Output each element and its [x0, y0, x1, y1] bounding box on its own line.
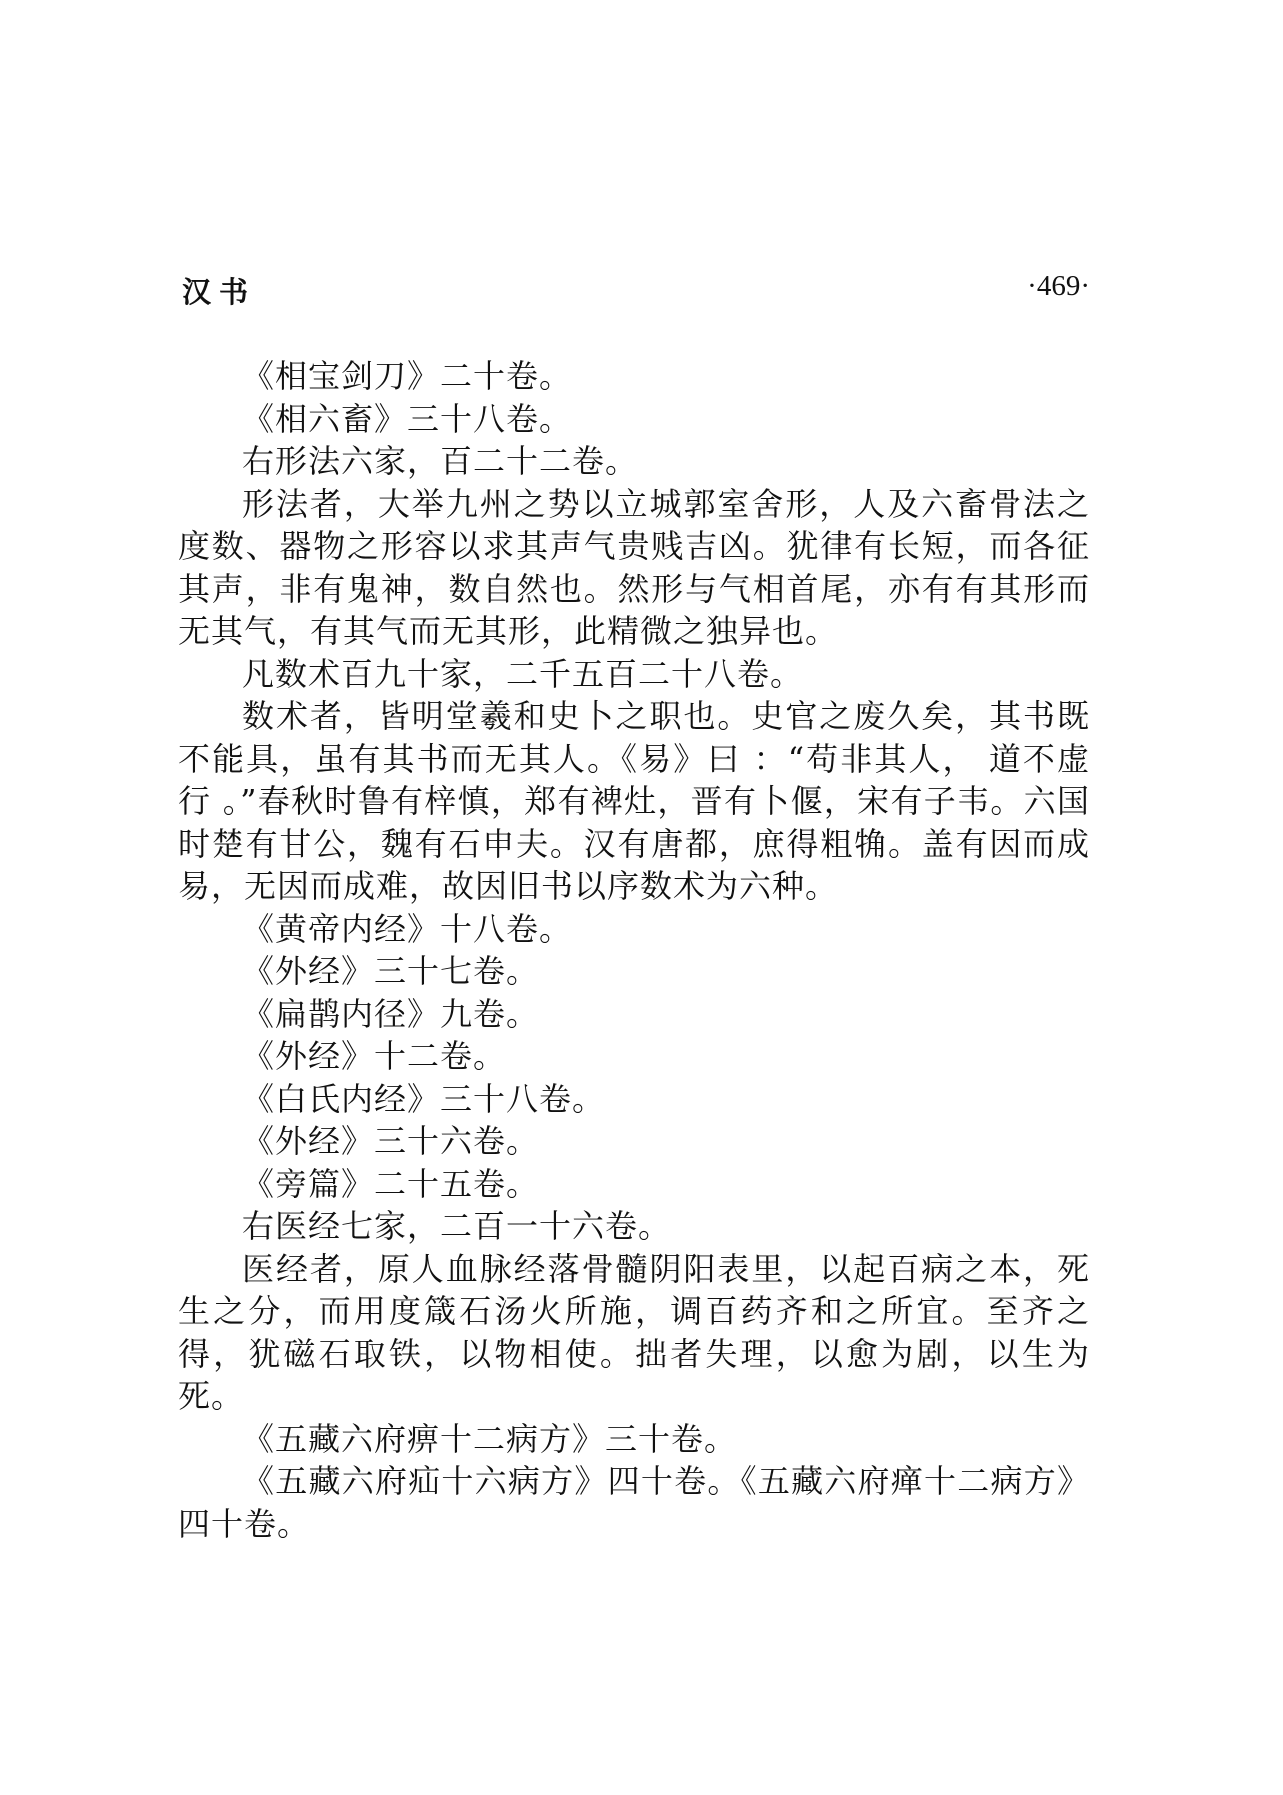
- body-text: [178, 355, 1090, 1545]
- page-number: ·469·: [1027, 270, 1090, 302]
- paragraph-section-summary: 右医经七家，二百一十六卷。: [242, 1207, 672, 1245]
- paragraph-commentary: 形法者，大举九州之势以立城郭室舍形，人及六畜骨法之度数、器物之形容以求其声气贵贱吉凶。犹律有长短，而各征其声，非有鬼神，数自然也。然形与气相首尾，亦有有其形而无其气，有其气而无其形，此精微之独异也。: [178, 484, 1090, 650]
- paragraph-section-summary: 右形法六家，百二十二卷。: [242, 442, 639, 480]
- paragraph-catalog-entry: 《五藏六府痹十二病方》三十卷。: [242, 1419, 738, 1458]
- paragraph-commentary: 数术者，皆明堂羲和史卜之职也。史官之废久矣，其书既不能具，虽有其书而无其人。《易》曰 ：“苟非其人， 道不虚行 。”春秋时鲁有梓慎，郑有裨灶，晋有卜偃，宋有子韦。六国时楚有甘公，魏有石申夫。汉有唐都，庶得粗觕。盖有因而成易，无因而成难，故因旧书以序数术为六种。: [178, 697, 1090, 905]
- paragraph-catalog-entry: 《五藏六府疝十六病方》四十卷。《五藏六府瘅十二病方》四十卷。: [178, 1462, 1090, 1543]
- paragraph-catalog-entry: 《外经》三十七卷。: [242, 952, 540, 990]
- paragraph-catalog-entry: 《旁篇》二十五卷。: [242, 1164, 540, 1203]
- paragraph-section-summary: 凡数术百九十家，二千五百二十八卷。: [242, 654, 804, 693]
- paragraph-catalog-entry: 《扁鹊内径》九卷。: [242, 994, 540, 1033]
- paragraph-catalog-entry: 《白氏内经》三十八卷。: [242, 1079, 606, 1118]
- paragraph-catalog-entry: 《相六畜》三十八卷。: [242, 399, 573, 438]
- paragraph-catalog-entry: 《相宝剑刀》二十卷。: [242, 357, 573, 395]
- paragraph-catalog-entry: 《黄帝内经》十八卷。: [242, 909, 573, 948]
- running-title: 汉书: [182, 275, 257, 309]
- paragraph-commentary: 医经者，原人血脉经落骨髓阴阳表里，以起百病之本，死生之分，而用度箴石汤火所施，调百药齐和之所宜。至齐之得，犹磁石取铁，以物相使。拙者失理，以愈为剧，以生为死。: [178, 1249, 1090, 1415]
- paragraph-catalog-entry: 《外经》十二卷。: [242, 1037, 507, 1075]
- page-header: [182, 270, 1090, 314]
- paragraph-catalog-entry: 《外经》三十六卷。: [242, 1122, 540, 1160]
